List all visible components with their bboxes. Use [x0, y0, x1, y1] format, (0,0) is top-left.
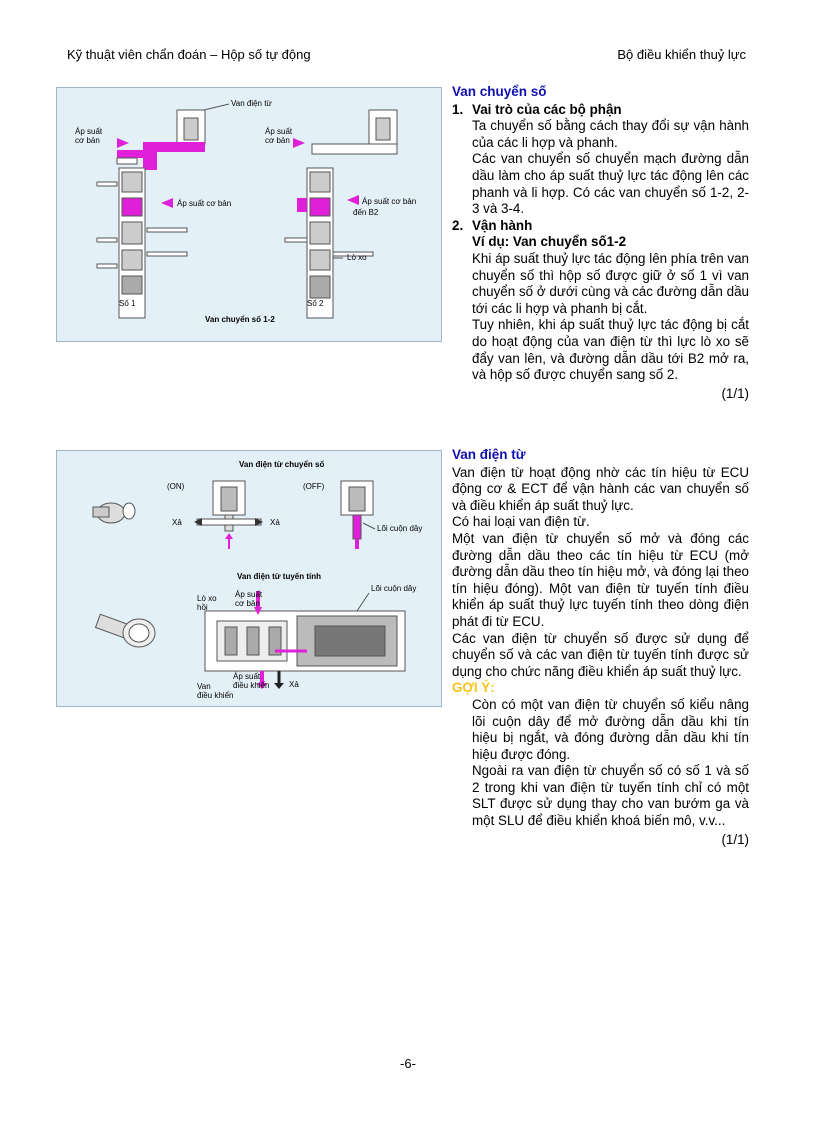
- paragraph: Khi áp suất thuỷ lực tác động lên phía trên van chuyển số thì hộp số được giữ ở số 1 vì van chuyển số ở dưới cùng và các đường dẫn dầu tới các li hợp và phanh bị cắt.: [472, 250, 749, 316]
- label-base-pressure: Áp suất cơ bản: [235, 590, 263, 608]
- label-drain-left: Xả: [172, 518, 182, 527]
- paragraph: Các van điện từ chuyển số được sử dụng để chuyển số và các van điện từ tuyến tính được sử dụng cho chức năng điều khiển áp suất thuỷ lực.: [452, 630, 749, 679]
- label-to-b2: đến B2: [353, 208, 379, 217]
- subheading: [452, 218, 749, 235]
- label-spring: Lò xo: [347, 253, 367, 262]
- figure1-caption: Van chuyển số 1-2: [205, 315, 275, 324]
- section-title: Van điện từ: [452, 447, 526, 462]
- shift-valve-figure: [56, 87, 442, 342]
- paragraph: Ta chuyển số bằng cách thay đổi sự vận hành của các li hợp và phanh.: [472, 118, 749, 150]
- label-on: (ON): [167, 482, 185, 491]
- label-gear2: Số 2: [307, 299, 324, 308]
- subheading-text: Vận hành: [472, 217, 533, 233]
- header-left: Kỹ thuật viên chẩn đoán – Hộp số tự động: [67, 47, 311, 62]
- section-title: Van chuyển số: [452, 84, 547, 99]
- label-base-pressure-right: Áp suất cơ bản: [265, 127, 293, 145]
- label-drain: Xả: [289, 680, 299, 689]
- paragraph: Van điện từ hoạt động nhờ các tín hiệu từ ECU động cơ & ECT để vận hành các van chuyển số và điều khiển áp suất thuỷ lực.: [452, 464, 749, 513]
- solenoid-valve-diagram: [57, 451, 441, 706]
- subheading-number: 2.: [452, 217, 464, 233]
- title-shift-solenoid: Van điện từ chuyển số: [239, 460, 325, 469]
- subheading: [452, 102, 749, 119]
- subheading-text: Vai trò của các bộ phận: [472, 101, 622, 117]
- page-number: -6-: [400, 1056, 416, 1071]
- title-linear-solenoid: Van điện từ tuyến tính: [237, 572, 322, 581]
- label-spring-return: Lò xo hồi: [197, 594, 217, 612]
- hint-label: GỢI Ý:: [452, 680, 495, 696]
- paragraph: Các van chuyển số chuyển mạch đường dẫn dầu làm cho áp suất thuỷ lực tác động lên các phanh và li hợp. Có các van chuyển số 1-2, 2-3 và 3-4.: [472, 151, 749, 217]
- label-base-pressure-mid2: Áp suất cơ bản: [362, 197, 417, 206]
- label-off: (OFF): [303, 482, 325, 491]
- section-shift-valve: [452, 84, 749, 402]
- label-solenoid: Van điện từ: [231, 99, 272, 108]
- hint-paragraph: Còn có một van điện từ chuyển số kiểu nâng lõi cuộn dây để mở đường dẫn dầu khi tín hiệu bị ngắt, và đóng đường dẫn dầu khi tín hiệu được đóng.: [472, 696, 749, 762]
- subheading-number: 1.: [452, 101, 464, 117]
- page-indicator: (1/1): [721, 831, 749, 847]
- hint-paragraph: Ngoài ra van điện từ chuyển số có số 1 và số 2 trong khi van điện từ tuyến tính chỉ có một SLT được sử dụng thay cho van bướm ga và một SLU để điều khiển khoá biến mô, v.v...: [472, 763, 749, 829]
- label-base-pressure-left: Áp suất cơ bản: [75, 127, 103, 145]
- label-coil2: Lõi cuộn dây: [371, 584, 417, 593]
- shift-valve-diagram: [57, 88, 441, 341]
- paragraph: Tuy nhiên, khi áp suất thuỷ lực tác động bị cắt do hoạt động của van điện từ thì lực lò xo sẽ đẩy van lên, và đường dẫn dầu tới B2 mở ra, và hộp số được chuyển sang số 2.: [472, 317, 749, 383]
- label-base-pressure-mid: Áp suất cơ bản: [177, 199, 232, 208]
- label-control-valve: Van điều khiển: [197, 682, 234, 700]
- paragraph: Một van điện từ chuyển số mở và đóng các đường dẫn dầu theo các tín hiệu từ ECU (mở đường dẫn dầu theo tín hiệu mở, và đóng lại theo tín hiệu đóng). Một van điện từ tuyến tính điều khiển áp suất thuỷ lực tuyến tính theo dòng điện phát đi từ ECU.: [452, 530, 749, 629]
- label-coil: Lõi cuộn dây: [377, 524, 423, 533]
- paragraph: Có hai loại van điện từ.: [452, 514, 590, 530]
- header-right: Bộ điều khiển thuỷ lực: [617, 47, 746, 62]
- label-drain-right: Xả: [270, 518, 280, 527]
- example-heading: Ví dụ: Van chuyển số1-2: [472, 234, 627, 250]
- solenoid-valve-figure: [56, 450, 442, 707]
- section-solenoid-valve: [452, 447, 749, 848]
- label-gear1: Số 1: [119, 299, 136, 308]
- page-indicator: (1/1): [721, 385, 749, 401]
- label-control-pressure: Áp suất điều khiển: [233, 672, 270, 690]
